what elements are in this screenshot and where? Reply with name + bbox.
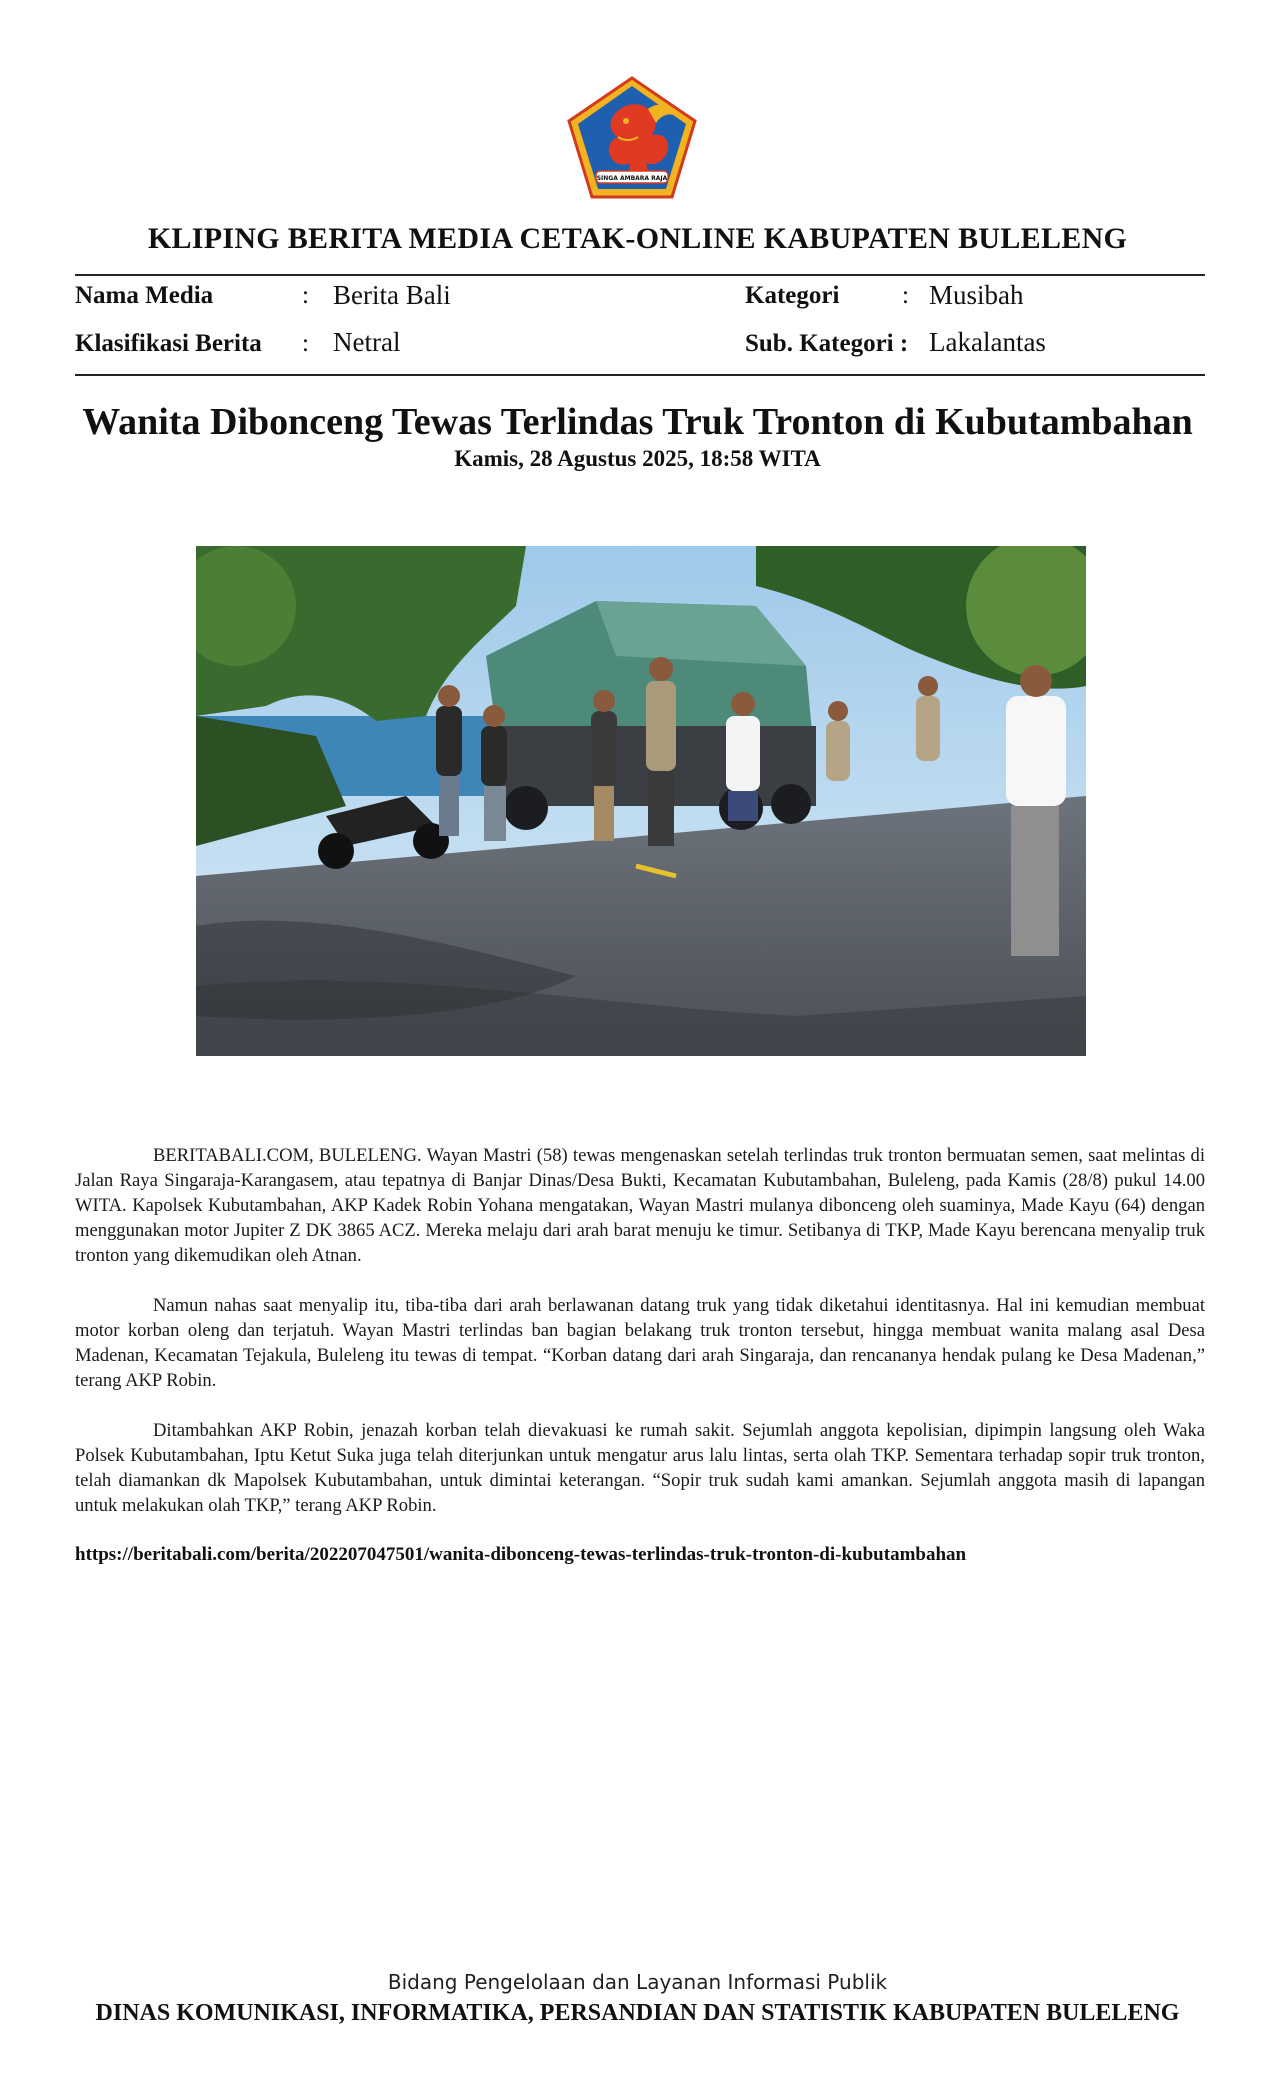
article-paragraph: Namun nahas saat menyalip itu, tiba-tiba dari arah berlawanan datang truk yang tidak diketahui identitasnya. Hal ini kemudian membuat motor korban oleng dan terjatuh. Wayan Mastri terlindas ban bagian belakang truk tronton tersebut, hingga membuat wanita malang asal Desa Madenan, Kecamatan Tejakula, Buleleng itu tewas di tempat. “Korban datang dari arah Singaraja, dan rencananya hendak pulang ke Desa Madenan,” terang AKP Robin. [75, 1295, 1205, 1391]
document-header-title: KLIPING BERITA MEDIA CETAK-ONLINE KABUPATEN BULELENG [147, 222, 1128, 255]
classification-label: Klasifikasi Berita [75, 330, 262, 357]
article-title: Wanita Dibonceng Tewas Terlindas Truk Tronton di Kubutambahan [82, 401, 1193, 443]
logo-motto: SINGA AMBARA RAJA [596, 175, 668, 182]
subcategory-value: Lakalantas [929, 327, 1046, 357]
category-value: Musibah [929, 280, 1024, 310]
article-paragraph: BERITABALI.COM, BULELENG. Wayan Mastri (58) tewas mengenaskan setelah terlindas truk tronton bermuatan semen, saat melintas di Jalan Raya Singaraja-Karangasem, atau tepatnya di Banjar Dinas/Desa Bukti, Kecamatan Kubutambahan, Buleleng, pada Kamis (28/8) pukul 14.00 WITA. Kapolsek Kubutambahan, AKP Kadek Robin Yohana mengatakan, Wayan Mastri mulanya dibonceng oleh suaminya, Made Kayu (64) dengan menggunakan motor Jupiter Z DK 3865 ACZ. Mereka melaju dari arah barat menuju ke timur. Setibanya di TKP, Made Kayu berencana menyalip truk tronton yang dikemudikan oleh Atnan. [75, 1145, 1205, 1266]
media-name-value: Berita Bali [333, 280, 451, 310]
article-paragraph: Ditambahkan AKP Robin, jenazah korban telah dievakuasi ke rumah sakit. Sejumlah anggota kepolisian, dipimpin langsung oleh Waka Polsek Kubutambahan, Iptu Ketut Suka juga telah diterjunkan untuk mengatur arus lalu lintas, serta olah TKP. Sementara terhadap sopir truk tronton, telah diamankan dk Mapolsek Kubutambahan, untuk dimintai keterangan. “Sopir truk sudah kami amankan. Sejumlah anggota masih di lapangan untuk melakukan olah TKP,” terang AKP Robin. [75, 1420, 1205, 1516]
footer-agency: DINAS KOMUNIKASI, INFORMATIKA, PERSANDIAN DAN STATISTIK KABUPATEN BULELENG [95, 2000, 1180, 2026]
article-source-link[interactable]: https://beritabali.com/berita/202207047501/wanita-dibonceng-tewas-terlindas-truk-tronton-di-kubutambahan [75, 1544, 967, 1565]
category-colon: : [902, 282, 909, 309]
lion-emblem-icon [566, 75, 698, 200]
footer-division: Bidang Pengelolaan dan Layanan Informasi Publik [387, 1970, 888, 1994]
classification-colon: : [302, 330, 309, 357]
subcategory-label: Sub. Kategori : [745, 330, 909, 357]
header-divider-top [75, 274, 1205, 276]
header-divider-bottom [75, 374, 1205, 376]
category-label: Kategori [745, 282, 840, 309]
news-photo [196, 546, 1086, 1056]
media-name-colon: : [302, 282, 309, 309]
classification-value: Netral [333, 327, 401, 357]
article-body [75, 1143, 1205, 1543]
media-name-label: Nama Media [75, 282, 214, 309]
article-date: Kamis, 28 Agustus 2025, 18:58 WITA [454, 446, 821, 471]
